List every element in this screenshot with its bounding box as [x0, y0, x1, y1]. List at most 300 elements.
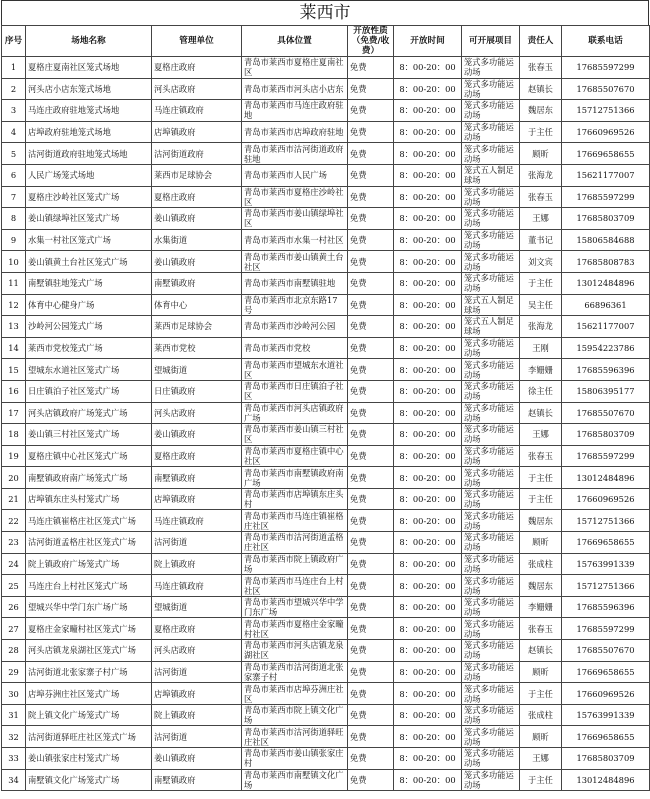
- cell-responsible: 张春玉: [520, 445, 562, 467]
- cell-open-type: 免费: [348, 337, 394, 359]
- cell-phone: 13012484896: [562, 467, 650, 489]
- cell-manager: 日庄镇政府: [152, 380, 242, 402]
- cell-index: 28: [2, 640, 26, 662]
- cell-location: 青岛市莱西市马连庄政府驻地: [242, 100, 348, 122]
- table-row: [2, 467, 650, 489]
- cell-location: 青岛市莱西市水集一村社区: [242, 229, 348, 251]
- cell-venue-name: 院上镇文化广场笼式广场: [26, 704, 152, 726]
- table-row: [2, 208, 650, 230]
- cell-location: 青岛市莱西市店埠政府驻地: [242, 121, 348, 143]
- cell-open-type: 免费: [348, 661, 394, 683]
- cell-venue-name: 河头店镇政府广场笼式广场: [26, 402, 152, 424]
- cell-location: 青岛市莱西市沙岭河公园: [242, 316, 348, 338]
- cell-open-type: 免费: [348, 596, 394, 618]
- cell-venue-name: 体育中心健身广场: [26, 294, 152, 316]
- cell-venue-name: 夏格庄沙岭社区笼式广场: [26, 186, 152, 208]
- cell-index: 4: [2, 121, 26, 143]
- cell-open-type: 免费: [348, 294, 394, 316]
- cell-open-time: 8：00-20：00: [394, 78, 462, 100]
- cell-responsible: 徐主任: [520, 380, 562, 402]
- cell-phone: 17685507670: [562, 640, 650, 662]
- cell-phone: 15763991339: [562, 704, 650, 726]
- table-row: [2, 143, 650, 165]
- cell-location: 青岛市莱西市夏格庄镇中心社区: [242, 445, 348, 467]
- cell-responsible: 魏居东: [520, 575, 562, 597]
- cell-phone: 17685596396: [562, 596, 650, 618]
- cell-location: 青岛市莱西市夏格庄夏南社区: [242, 57, 348, 79]
- cell-activities: 笼式多功能运动场: [462, 532, 520, 554]
- cell-location: 青岛市莱西市店埠芬洲庄社区: [242, 683, 348, 705]
- cell-open-type: 免费: [348, 402, 394, 424]
- cell-phone: 15954223786: [562, 337, 650, 359]
- cell-phone: 15806395177: [562, 380, 650, 402]
- cell-index: 32: [2, 726, 26, 748]
- cell-location: 青岛市莱西市南墅镇文化广场: [242, 769, 348, 791]
- cell-open-time: 8：00-20：00: [394, 661, 462, 683]
- cell-manager: 店埠镇政府: [152, 683, 242, 705]
- table-row: [2, 618, 650, 640]
- table-row: [2, 488, 650, 510]
- cell-manager: 南墅镇政府: [152, 769, 242, 791]
- cell-open-type: 免费: [348, 121, 394, 143]
- cell-index: 9: [2, 229, 26, 251]
- cell-phone: 15621177007: [562, 164, 650, 186]
- cell-venue-name: 水集一村社区笼式广场: [26, 229, 152, 251]
- cell-responsible: 王刚: [520, 337, 562, 359]
- cell-responsible: 于主任: [520, 683, 562, 705]
- cell-manager: 夏格庄政府: [152, 57, 242, 79]
- cell-location: 青岛市莱西市望城兴华中学门东广场: [242, 596, 348, 618]
- cell-open-time: 8：00-20：00: [394, 294, 462, 316]
- cell-activities: 笼式多功能运动场: [462, 337, 520, 359]
- table-body: [2, 57, 650, 791]
- cell-manager: 南墅镇政府: [152, 272, 242, 294]
- cell-venue-name: 南墅镇驻地笼式广场: [26, 272, 152, 294]
- cell-venue-name: 马连庄镇崔格庄社区笼式广场: [26, 510, 152, 532]
- header-open-time: 开放时间: [394, 26, 462, 57]
- cell-manager: 马连庄镇政府: [152, 510, 242, 532]
- cell-activities: 笼式多功能运动场: [462, 57, 520, 79]
- cell-manager: 水集街道: [152, 229, 242, 251]
- cell-open-time: 8：00-20：00: [394, 272, 462, 294]
- cell-index: 27: [2, 618, 26, 640]
- cell-open-type: 免费: [348, 726, 394, 748]
- cell-open-type: 免费: [348, 532, 394, 554]
- cell-responsible: 张春玉: [520, 186, 562, 208]
- cell-phone: 17685803709: [562, 208, 650, 230]
- cell-activities: 笼式多功能运动场: [462, 78, 520, 100]
- cell-open-type: 免费: [348, 467, 394, 489]
- cell-venue-name: 沽河街道驿旺庄社区笼式广场: [26, 726, 152, 748]
- cell-open-type: 免费: [348, 229, 394, 251]
- cell-index: 2: [2, 78, 26, 100]
- cell-venue-name: 沽河街道北张家寨子村广场: [26, 661, 152, 683]
- cell-activities: 笼式多功能运动场: [462, 208, 520, 230]
- cell-responsible: 魏居东: [520, 100, 562, 122]
- cell-venue-name: 人民广场笼式场地: [26, 164, 152, 186]
- cell-open-type: 免费: [348, 380, 394, 402]
- cell-responsible: 张春玉: [520, 618, 562, 640]
- cell-manager: 沽河街道: [152, 726, 242, 748]
- cell-location: 青岛市莱西市日庄镇泊子社区: [242, 380, 348, 402]
- cell-activities: 笼式多功能运动场: [462, 251, 520, 273]
- cell-activities: 笼式多功能运动场: [462, 229, 520, 251]
- cell-open-time: 8：00-20：00: [394, 424, 462, 446]
- cell-index: 20: [2, 467, 26, 489]
- cell-open-time: 8：00-20：00: [394, 251, 462, 273]
- cell-index: 31: [2, 704, 26, 726]
- table-row: [2, 704, 650, 726]
- cell-open-time: 8：00-20：00: [394, 618, 462, 640]
- cell-manager: 姜山镇政府: [152, 208, 242, 230]
- cell-index: 33: [2, 748, 26, 770]
- table-row: [2, 316, 650, 338]
- cell-phone: 66896361: [562, 294, 650, 316]
- cell-manager: 店埠镇政府: [152, 488, 242, 510]
- cell-manager: 马连庄镇政府: [152, 100, 242, 122]
- cell-index: 7: [2, 186, 26, 208]
- cell-venue-name: 姜山镇黄土台社区笼式广场: [26, 251, 152, 273]
- cell-activities: 笼式多功能运动场: [462, 143, 520, 165]
- cell-index: 17: [2, 402, 26, 424]
- cell-location: 青岛市莱西市党校: [242, 337, 348, 359]
- cell-location: 青岛市莱西市北京东路17号: [242, 294, 348, 316]
- cell-index: 5: [2, 143, 26, 165]
- cell-responsible: 李姗姗: [520, 596, 562, 618]
- cell-responsible: 张海龙: [520, 164, 562, 186]
- cell-responsible: 张海龙: [520, 316, 562, 338]
- cell-manager: 夏格庄政府: [152, 186, 242, 208]
- header-responsible: 责任人: [520, 26, 562, 57]
- cell-open-type: 免费: [348, 186, 394, 208]
- cell-open-type: 免费: [348, 683, 394, 705]
- cell-index: 25: [2, 575, 26, 597]
- cell-open-time: 8：00-20：00: [394, 337, 462, 359]
- cell-open-time: 8：00-20：00: [394, 553, 462, 575]
- cell-location: 青岛市莱西市沽河街道驿旺庄社区: [242, 726, 348, 748]
- cell-index: 6: [2, 164, 26, 186]
- cell-location: 青岛市莱西市沽河街道孟格庄社区: [242, 532, 348, 554]
- cell-venue-name: 望城兴华中学门东广场广场: [26, 596, 152, 618]
- cell-venue-name: 夏格庄金家疃村社区笼式广场: [26, 618, 152, 640]
- cell-venue-name: 夏格庄镇中心社区笼式广场: [26, 445, 152, 467]
- cell-index: 29: [2, 661, 26, 683]
- cell-open-time: 8：00-20：00: [394, 596, 462, 618]
- cell-phone: 15712751366: [562, 100, 650, 122]
- cell-venue-name: 日庄镇泊子社区笼式广场: [26, 380, 152, 402]
- table-row: [2, 424, 650, 446]
- cell-open-time: 8：00-20：00: [394, 445, 462, 467]
- cell-activities: 笼式多功能运动场: [462, 704, 520, 726]
- cell-location: 青岛市莱西市姜山镇黄土台社区: [242, 251, 348, 273]
- cell-activities: 笼式多功能运动场: [462, 596, 520, 618]
- cell-activities: 笼式多功能运动场: [462, 575, 520, 597]
- cell-open-time: 8：00-20：00: [394, 510, 462, 532]
- cell-open-time: 8：00-20：00: [394, 100, 462, 122]
- cell-phone: 17685803709: [562, 748, 650, 770]
- cell-index: 24: [2, 553, 26, 575]
- cell-activities: 笼式多功能运动场: [462, 380, 520, 402]
- cell-responsible: 顾昕: [520, 661, 562, 683]
- cell-location: 青岛市莱西市夏格庄金家疃村社区: [242, 618, 348, 640]
- cell-phone: 17669658655: [562, 143, 650, 165]
- cell-location: 青岛市莱西市南墅镇驻地: [242, 272, 348, 294]
- cell-open-time: 8：00-20：00: [394, 748, 462, 770]
- table-row: [2, 661, 650, 683]
- cell-venue-name: 河头店镇龙泉湖社区笼式广场: [26, 640, 152, 662]
- cell-activities: 笼式多功能运动场: [462, 359, 520, 381]
- cell-index: 14: [2, 337, 26, 359]
- cell-activities: 笼式多功能运动场: [462, 683, 520, 705]
- table-row: [2, 510, 650, 532]
- table-row: [2, 445, 650, 467]
- table-row: [2, 251, 650, 273]
- cell-phone: 17660969526: [562, 683, 650, 705]
- header-activities: 可开展项目: [462, 26, 520, 57]
- cell-responsible: 刘文宾: [520, 251, 562, 273]
- table-row: [2, 57, 650, 79]
- cell-responsible: 吴主任: [520, 294, 562, 316]
- cell-open-type: 免费: [348, 618, 394, 640]
- cell-phone: 17660969526: [562, 488, 650, 510]
- cell-responsible: 王娜: [520, 208, 562, 230]
- cell-responsible: 赵镇长: [520, 640, 562, 662]
- cell-open-time: 8：00-20：00: [394, 726, 462, 748]
- cell-activities: 笼式多功能运动场: [462, 661, 520, 683]
- cell-manager: 沽河街道: [152, 532, 242, 554]
- cell-activities: 笼式多功能运动场: [462, 272, 520, 294]
- cell-manager: 马连庄镇政府: [152, 575, 242, 597]
- header-location: 具体位置: [242, 26, 348, 57]
- header-manager: 管理单位: [152, 26, 242, 57]
- cell-venue-name: 店埠芬洲庄社区笼式广场: [26, 683, 152, 705]
- cell-responsible: 于主任: [520, 769, 562, 791]
- table-row: [2, 229, 650, 251]
- cell-open-time: 8：00-20：00: [394, 380, 462, 402]
- cell-manager: 店埠镇政府: [152, 121, 242, 143]
- cell-responsible: 于主任: [520, 272, 562, 294]
- cell-responsible: 张成柱: [520, 553, 562, 575]
- cell-manager: 沽河街道政府: [152, 143, 242, 165]
- cell-phone: 13012484896: [562, 769, 650, 791]
- cell-phone: 17685597299: [562, 618, 650, 640]
- cell-venue-name: 店埠政府驻地笼式场地: [26, 121, 152, 143]
- table-row: [2, 359, 650, 381]
- venue-table: [1, 25, 650, 791]
- cell-phone: 17685597299: [562, 57, 650, 79]
- table-row: [2, 272, 650, 294]
- table-row: [2, 532, 650, 554]
- cell-open-time: 8：00-20：00: [394, 316, 462, 338]
- cell-manager: 望城街道: [152, 359, 242, 381]
- cell-venue-name: 马连庄政府驻地笼式场地: [26, 100, 152, 122]
- table-row: [2, 596, 650, 618]
- cell-venue-name: 望城东水道社区笼式广场: [26, 359, 152, 381]
- cell-open-time: 8：00-20：00: [394, 704, 462, 726]
- cell-index: 11: [2, 272, 26, 294]
- cell-open-type: 免费: [348, 272, 394, 294]
- cell-phone: 17685808783: [562, 251, 650, 273]
- cell-open-type: 免费: [348, 748, 394, 770]
- cell-location: 青岛市莱西市姜山镇张家庄村: [242, 748, 348, 770]
- cell-location: 青岛市莱西市院上镇文化广场: [242, 704, 348, 726]
- cell-activities: 笼式多功能运动场: [462, 510, 520, 532]
- cell-responsible: 于主任: [520, 121, 562, 143]
- cell-activities: 笼式多功能运动场: [462, 640, 520, 662]
- cell-open-time: 8：00-20：00: [394, 229, 462, 251]
- cell-responsible: 张春玉: [520, 57, 562, 79]
- cell-venue-name: 夏格庄夏南社区笼式场地: [26, 57, 152, 79]
- cell-location: 青岛市莱西市夏格庄沙岭社区: [242, 186, 348, 208]
- cell-open-time: 8：00-20：00: [394, 208, 462, 230]
- cell-phone: 15712751366: [562, 575, 650, 597]
- cell-responsible: 于主任: [520, 467, 562, 489]
- cell-activities: 笼式多功能运动场: [462, 186, 520, 208]
- cell-index: 23: [2, 532, 26, 554]
- cell-phone: 17685596396: [562, 359, 650, 381]
- cell-phone: 17685507670: [562, 402, 650, 424]
- header-open-type: 开放性质（免费/收费）: [348, 26, 394, 57]
- cell-index: 8: [2, 208, 26, 230]
- cell-location: 青岛市莱西市姜山镇绿埠社区: [242, 208, 348, 230]
- cell-activities: 笼式五人制足球场: [462, 294, 520, 316]
- cell-activities: 笼式多功能运动场: [462, 424, 520, 446]
- cell-manager: 院上镇政府: [152, 704, 242, 726]
- cell-index: 15: [2, 359, 26, 381]
- cell-manager: 沽河街道: [152, 661, 242, 683]
- cell-index: 13: [2, 316, 26, 338]
- cell-index: 3: [2, 100, 26, 122]
- cell-phone: 17669658655: [562, 726, 650, 748]
- cell-open-type: 免费: [348, 553, 394, 575]
- cell-responsible: 赵镇长: [520, 78, 562, 100]
- cell-location: 青岛市莱西市姜山镇三村社区: [242, 424, 348, 446]
- cell-manager: 院上镇政府: [152, 553, 242, 575]
- cell-location: 青岛市莱西市河头店小店东: [242, 78, 348, 100]
- cell-index: 34: [2, 769, 26, 791]
- table-row: [2, 683, 650, 705]
- table-row: [2, 78, 650, 100]
- cell-venue-name: 姜山镇绿埠社区笼式广场: [26, 208, 152, 230]
- cell-index: 22: [2, 510, 26, 532]
- cell-open-type: 免费: [348, 100, 394, 122]
- cell-phone: 17685803709: [562, 424, 650, 446]
- cell-location: 青岛市莱西市沽河街道政府驻地: [242, 143, 348, 165]
- table-row: [2, 294, 650, 316]
- cell-open-time: 8：00-20：00: [394, 402, 462, 424]
- cell-phone: 15621177007: [562, 316, 650, 338]
- table-header-row: [2, 26, 650, 57]
- cell-open-type: 免费: [348, 640, 394, 662]
- cell-open-type: 免费: [348, 164, 394, 186]
- cell-open-time: 8：00-20：00: [394, 683, 462, 705]
- cell-open-type: 免费: [348, 78, 394, 100]
- cell-phone: 17685597299: [562, 445, 650, 467]
- cell-location: 青岛市莱西市人民广场: [242, 164, 348, 186]
- cell-manager: 姜山镇政府: [152, 424, 242, 446]
- cell-location: 青岛市莱西市马连庄台上村社区: [242, 575, 348, 597]
- cell-activities: 笼式多功能运动场: [462, 121, 520, 143]
- cell-open-time: 8：00-20：00: [394, 532, 462, 554]
- cell-location: 青岛市莱西市望城东水道社区: [242, 359, 348, 381]
- cell-phone: 17660969526: [562, 121, 650, 143]
- cell-index: 19: [2, 445, 26, 467]
- cell-venue-name: 店埠镇东庄头村笼式广场: [26, 488, 152, 510]
- cell-venue-name: 南墅镇文化广场笼式广场: [26, 769, 152, 791]
- cell-activities: 笼式多功能运动场: [462, 726, 520, 748]
- cell-phone: 15806584688: [562, 229, 650, 251]
- cell-open-type: 免费: [348, 704, 394, 726]
- cell-open-type: 免费: [348, 251, 394, 273]
- venue-sheet: [1, 0, 649, 791]
- cell-activities: 笼式五人制足球场: [462, 164, 520, 186]
- cell-open-time: 8：00-20：00: [394, 640, 462, 662]
- cell-open-time: 8：00-20：00: [394, 575, 462, 597]
- table-row: [2, 575, 650, 597]
- cell-location: 青岛市莱西市河头店镇政府广场: [242, 402, 348, 424]
- cell-responsible: 赵镇长: [520, 402, 562, 424]
- cell-phone: 17685507670: [562, 78, 650, 100]
- table-row: [2, 748, 650, 770]
- cell-manager: 望城街道: [152, 596, 242, 618]
- cell-location: 青岛市莱西市院上镇政府广场: [242, 553, 348, 575]
- cell-phone: 13012484896: [562, 272, 650, 294]
- cell-open-time: 8：00-20：00: [394, 488, 462, 510]
- cell-responsible: 王娜: [520, 748, 562, 770]
- cell-manager: 夏格庄政府: [152, 445, 242, 467]
- cell-open-type: 免费: [348, 208, 394, 230]
- table-row: [2, 186, 650, 208]
- cell-responsible: 李姗姗: [520, 359, 562, 381]
- cell-open-type: 免费: [348, 445, 394, 467]
- cell-responsible: 王娜: [520, 424, 562, 446]
- cell-manager: 河头店政府: [152, 402, 242, 424]
- table-row: [2, 164, 650, 186]
- cell-location: 青岛市莱西市河头店镇龙泉湖社区: [242, 640, 348, 662]
- cell-open-type: 免费: [348, 316, 394, 338]
- cell-open-type: 免费: [348, 488, 394, 510]
- table-row: [2, 100, 650, 122]
- cell-manager: 南墅镇政府: [152, 467, 242, 489]
- cell-manager: 河头店政府: [152, 78, 242, 100]
- cell-phone: 17685597299: [562, 186, 650, 208]
- cell-manager: 姜山镇政府: [152, 251, 242, 273]
- cell-responsible: 顾昕: [520, 143, 562, 165]
- cell-activities: 笼式多功能运动场: [462, 467, 520, 489]
- cell-venue-name: 院上镇政府广场笼式广场: [26, 553, 152, 575]
- cell-open-type: 免费: [348, 575, 394, 597]
- cell-location: 青岛市莱西市南墅镇政府南广场: [242, 467, 348, 489]
- cell-open-time: 8：00-20：00: [394, 359, 462, 381]
- table-row: [2, 640, 650, 662]
- table-row: [2, 337, 650, 359]
- cell-index: 21: [2, 488, 26, 510]
- cell-location: 青岛市莱西市店埠镇东庄头村: [242, 488, 348, 510]
- cell-venue-name: 沽河街道政府驻地笼式场地: [26, 143, 152, 165]
- cell-activities: 笼式多功能运动场: [462, 769, 520, 791]
- cell-open-time: 8：00-20：00: [394, 57, 462, 79]
- table-row: [2, 726, 650, 748]
- cell-activities: 笼式多功能运动场: [462, 100, 520, 122]
- cell-open-time: 8：00-20：00: [394, 121, 462, 143]
- cell-activities: 笼式五人制足球场: [462, 316, 520, 338]
- cell-index: 26: [2, 596, 26, 618]
- cell-responsible: 于主任: [520, 488, 562, 510]
- cell-open-type: 免费: [348, 57, 394, 79]
- cell-activities: 笼式多功能运动场: [462, 553, 520, 575]
- cell-manager: 河头店政府: [152, 640, 242, 662]
- cell-index: 18: [2, 424, 26, 446]
